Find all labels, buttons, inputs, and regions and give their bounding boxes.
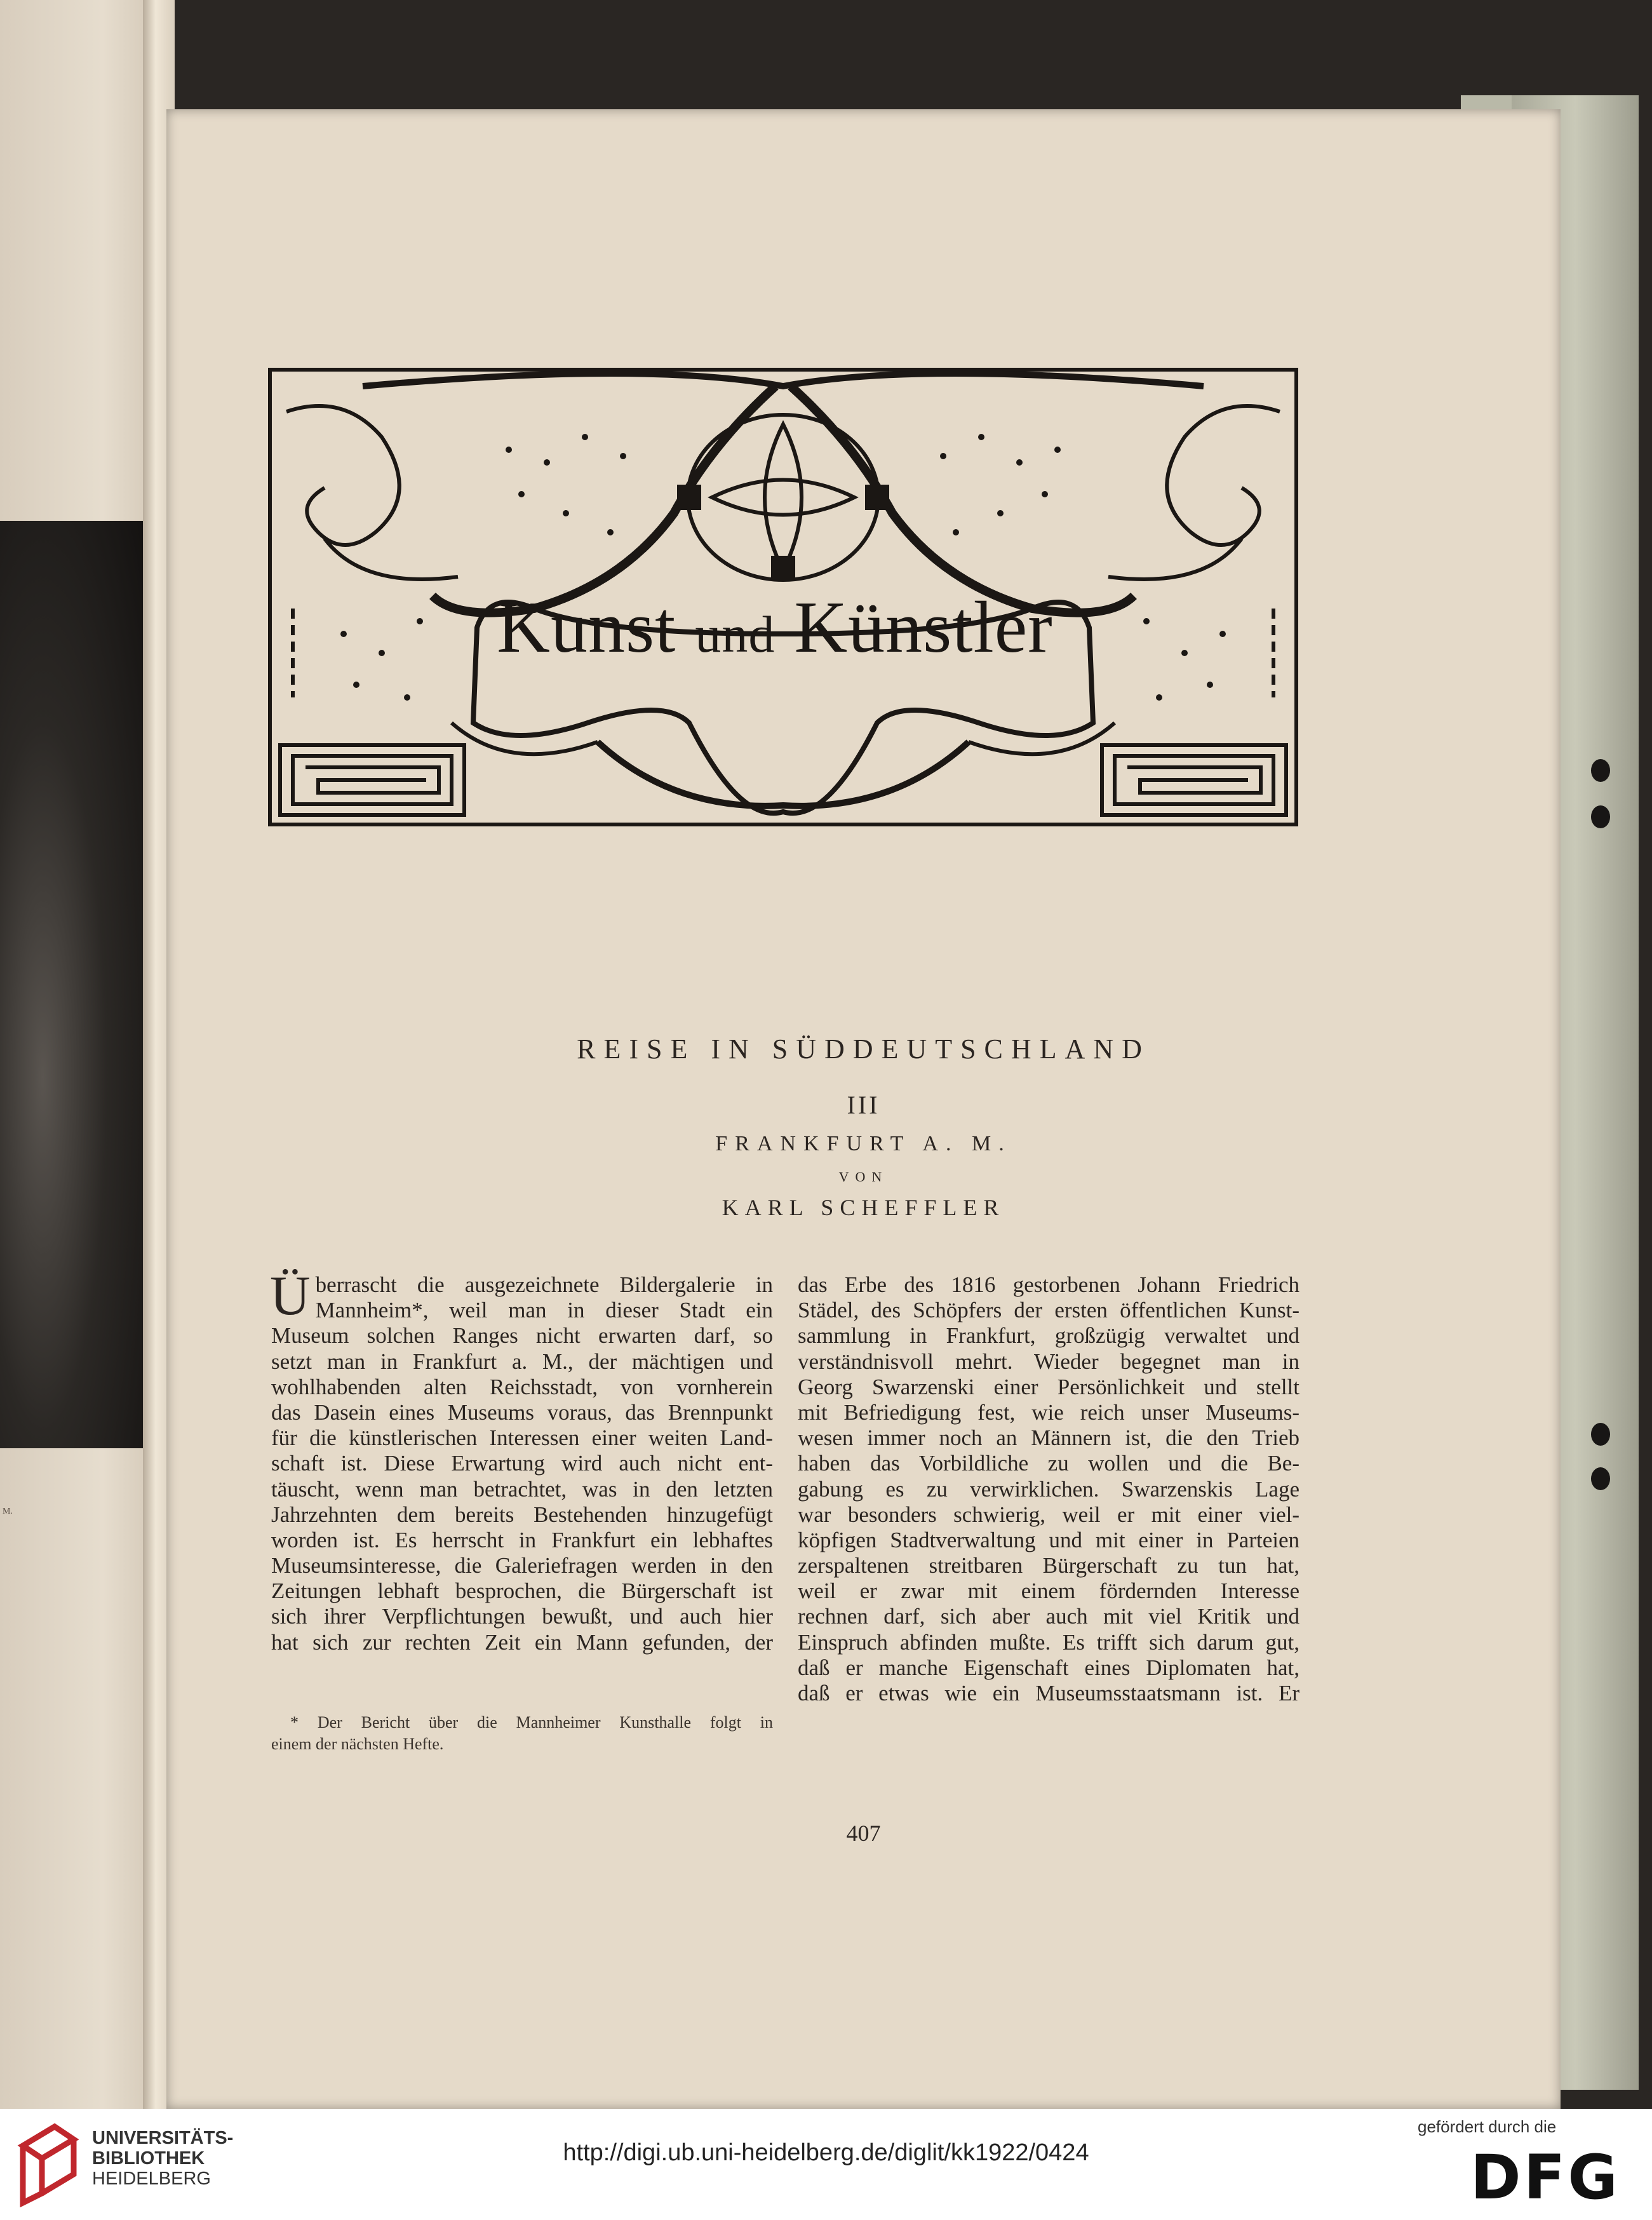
text-line: für die künstlerischen Interessen einer weiten Land- bbox=[271, 1425, 773, 1451]
body-column-left bbox=[270, 1265, 773, 1655]
funded-by-label: gefördert durch die bbox=[1418, 2117, 1557, 2136]
left-page-caption: M. bbox=[3, 1507, 13, 1516]
text-line: wesen immer noch an Männern ist, die den Trieb bbox=[798, 1425, 1299, 1451]
byline-von: VON bbox=[838, 1169, 889, 1185]
binding-clip bbox=[1591, 759, 1610, 782]
text-line: verständnisvoll mehrt. Wieder begegnet man in bbox=[798, 1349, 1299, 1374]
text-line: Georg Swarzenski einer Persönlichkeit und stellt bbox=[798, 1374, 1299, 1399]
text-line: täuscht, wenn man betrachtet, was in den letzten bbox=[271, 1476, 773, 1502]
text-line: wohlhabenden alten Reichsstadt, von vornherein bbox=[271, 1374, 773, 1399]
text-line: Museumsinteresse, die Galeriefragen werden in den bbox=[271, 1553, 773, 1578]
article-part-number: III bbox=[847, 1091, 880, 1119]
binding-clip bbox=[1591, 1423, 1610, 1446]
text-line: daß er manche Eigenschaft eines Diplomaten hat, bbox=[798, 1655, 1299, 1680]
text-line: haben das Vorbildliche zu wollen und die Be- bbox=[798, 1451, 1299, 1476]
text-line: zerspaltenen streitbaren Bürgerschaft zu tun hat, bbox=[798, 1553, 1299, 1578]
body-column-right bbox=[798, 1272, 1299, 1706]
ornament-title-word: Künstler bbox=[794, 587, 1053, 668]
text-line: hat sich zur rechten Zeit ein Mann gefunden, der bbox=[271, 1629, 773, 1655]
text-line: worden ist. Es herrscht in Frankfurt ein lebhaftes bbox=[271, 1527, 773, 1552]
text-line: Zeitungen lebhaft besprochen, die Bürgerschaft ist bbox=[271, 1578, 773, 1604]
library-name-line: BIBLIOTHEK bbox=[92, 2148, 205, 2169]
ornament-title-word: und bbox=[695, 605, 776, 663]
article-subtitle: FRANKFURT A. M. bbox=[715, 1132, 1012, 1155]
ornament-title bbox=[489, 587, 1061, 668]
text-line: köpfigen Stadtverwaltung und mit einer in Parteien bbox=[798, 1527, 1299, 1552]
permalink-url[interactable]: http://digi.ub.uni-heidelberg.de/diglit/kk1922/0424 bbox=[563, 2139, 1089, 2166]
text-line: berrascht die ausgezeichnete Bildergalerie in bbox=[315, 1272, 773, 1297]
text-line: sammlung in Frankfurt, großzügig verwaltet und bbox=[798, 1323, 1299, 1349]
footnote-line: einem der nächsten Hefte. bbox=[271, 1735, 444, 1753]
text-line: weil er zwar mit einem fördernden Interesse bbox=[798, 1578, 1299, 1604]
text-line: das Dasein eines Museums voraus, das Brennpunkt bbox=[271, 1399, 773, 1425]
text-line: Jahrzehnten dem bereits Bestehenden hinzugefügt bbox=[271, 1502, 773, 1527]
library-name-line: UNIVERSITÄTS- bbox=[92, 2128, 234, 2148]
ornament-title-word: Kunst bbox=[497, 587, 676, 668]
text-line: Mannheim*, weil man in dieser Stadt ein bbox=[315, 1298, 773, 1323]
text-line: sich ihrer Verpflichtungen bewußt, und auch hier bbox=[271, 1604, 773, 1629]
article-title: REISE IN SÜDDEUTSCHLAND bbox=[577, 1033, 1150, 1065]
text-line: daß er etwas wie ein Museumsstaatsmann ist. Er bbox=[798, 1681, 1299, 1705]
text-line: Museum solchen Ranges nicht erwarten darf, so bbox=[271, 1323, 773, 1349]
binding-clip bbox=[1591, 805, 1610, 828]
text-line: das Erbe des 1816 gestorbenen Johann Friedrich bbox=[798, 1272, 1299, 1297]
text-line: schaft ist. Diese Erwartung wird auch nicht ent- bbox=[271, 1451, 773, 1476]
left-page-photograph bbox=[0, 521, 143, 1448]
article-author: KARL SCHEFFLER bbox=[722, 1195, 1005, 1220]
dfg-logo[interactable]: DFG bbox=[1470, 2142, 1621, 2213]
binding-clip bbox=[1591, 1467, 1610, 1490]
library-name-line: HEIDELBERG bbox=[92, 2169, 211, 2189]
page-number: 407 bbox=[846, 1820, 881, 1846]
text-line: Städel, des Schöpfers der ersten öffentlichen Kunst- bbox=[798, 1298, 1299, 1323]
text-line: Einspruch abfinden mußte. Es trifft sich darum gut, bbox=[798, 1629, 1299, 1655]
text-line: mit Befriedigung fest, wie reich unser Museums- bbox=[798, 1399, 1299, 1425]
drop-cap: Ü bbox=[270, 1265, 311, 1327]
footnote-line: * Der Bericht über die Mannheimer Kunsthalle folgt in bbox=[290, 1713, 773, 1732]
footnote bbox=[271, 1712, 773, 1755]
text-line: rechnen darf, sich aber auch mit viel Kritik und bbox=[798, 1604, 1299, 1629]
text-line: setzt man in Frankfurt a. M., der mächtigen und bbox=[271, 1349, 773, 1374]
text-line: war besonders schwierig, weil er mit einer viel- bbox=[798, 1502, 1299, 1527]
text-line: gabung es zu verwirklichen. Swarzenskis Lage bbox=[798, 1476, 1299, 1502]
